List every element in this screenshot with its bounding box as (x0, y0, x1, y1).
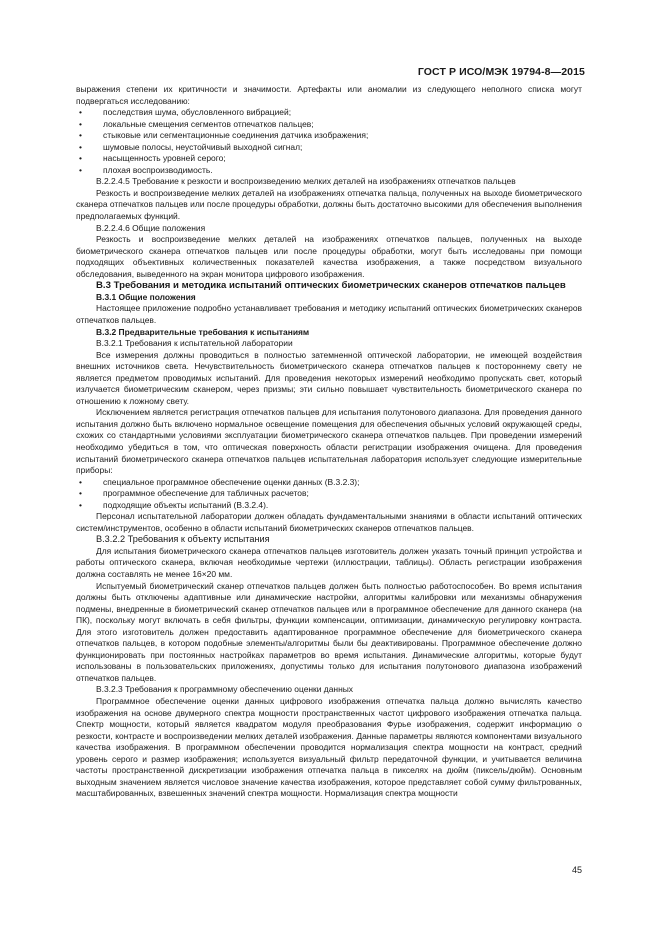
section-heading: В.3.2.2 Требования к объекту испытания (96, 534, 270, 545)
section-heading: В.3.2.1 Требования к испытательной лаборатории (96, 338, 293, 349)
paragraph: Испытуемый биометрический сканер отпечатков пальцев должен быть полностью работоспособен. Во время испытания должны быть отключены адаптивные или динамические настройки, алгоритмы калибровки или механизмы обнаружения подмены, внедренные в биометрический сканер отпечатков пальцев или в программное обеспечение для данного сканера (на ПК), поскольку могут включать в себя фильтры, функции компенсации, оптимизации, динамическую регулировку контраста. Для этого изготовитель должен предоставить адаптированное программное обеспечение для биометрического сканера отпечатков пальцев, в котором подобные элементы/алгоритмы были бы деактивированы. Программное обеспечение должно функционировать при постоянных настройках параметров во время испытания. Динамические алгоритмы, которые будут использованы в пользовательских приложениях, допустимы только для испытания полутонового диапазона изображений отпечатков пальцев. (76, 580, 582, 683)
paragraph: Программное обеспечение оценки данных цифрового изображения отпечатка пальца должно вычислять качество изображения на основе двумерного спектра мощности пространственных частот цифрового изображения отпечатка пальца. Спектр мощности, который является квадратом модуля преобразования Фурье изображения, содержит информацию о резкости, контрасте и воспроизведении мелких деталей изображения. Данные параметры являются компонентами визуального качества изображения. В программном обеспечении проводится нормализация спектра мощности на контраст, средний уровень серого и размер изображения; используется визуальный фильтр передаточной функции, и учитывается величина частоты пространственной дискретизации изображения отпечатка пальца в пикселях на дюйм (пиксель/дюйм). Основным выходным значением является числовое значение качества изображения, которое представляет собой сумму фильтрованных, масштабированных, взвешенных значений спектра мощности. Нормализация спектра мощности (76, 696, 582, 799)
intro-paragraph: выражения степени их критичности и значимости. Артефакты или аномалии из следующего неполного списка могут подвергаться исследованию: (76, 84, 582, 106)
list-item: • подходящие объекты испытаний (В.3.2.4). (79, 499, 269, 510)
bullet-icon: • (79, 107, 82, 118)
document-number-header: ГОСТ Р ИСО/МЭК 19794-8—2015 (417, 66, 585, 78)
list-item: • последствия шума, обусловленного вибрацией; (79, 107, 292, 118)
list-item: • плохая воспроизводимость. (79, 164, 213, 175)
section-heading: В.3.2 Предварительные требования к испытаниям (96, 326, 310, 337)
bullet-icon: • (79, 499, 82, 510)
page-number: 45 (571, 865, 582, 875)
section-heading: В.2.2.4.5 Требование к резкости и воспроизведению мелких деталей на изображениях отпечатков пальцев (96, 176, 516, 187)
list-item: • насыщенность уровней серого; (79, 153, 226, 164)
paragraph: Настоящее приложение подробно устанавливает требования и методику испытаний оптических биометрических сканеров отпечатков пальцев. (76, 303, 582, 325)
bullet-icon: • (79, 130, 82, 141)
bullet-icon: • (79, 141, 82, 152)
instrument-list (76, 477, 582, 512)
list-item: • специальное программное обеспечение оценки данных (В.3.2.3); (79, 476, 360, 487)
list-item: • программное обеспечение для табличных расчетов; (79, 488, 309, 499)
bullet-icon: • (79, 488, 82, 499)
bullet-icon: • (79, 476, 82, 487)
section-title-b3: В.3 Требования и методика испытаний оптических биометрических сканеров отпечатков пальцев (96, 280, 566, 292)
paragraph: Для испытания биометрического сканера отпечатков пальцев изготовитель должен указать точный принцип устройства и работы оптического сканера, включая необходимые чертежи (иллюстрации, таблицы). Область регистрации изображения должна составлять не менее 16×20 мм. (76, 545, 582, 580)
section-heading: В.2.2.4.6 Общие положения (96, 222, 206, 233)
paragraph: Все измерения должны проводиться в полностью затемненной оптической лаборатории, не имеющей воздействия внешних источников света. Нечувствительность биометрического сканера отпечатков пальцев к постороннему свету не является предметом проводимых испытаний. Для проведения некоторых измерений необходимо пропускать свет, который излучается биометрическим сканером, через призмы; эти сильно повышает чувствительность биометрического сканера по отношению к ложному свету. (76, 349, 582, 406)
list-item: • локальные смещения сегментов отпечатков пальцев; (79, 118, 314, 129)
paragraph: Исключением является регистрация отпечатков пальцев для испытания полутонового диапазона. Для проведения данного испытания должно быть включено нормальное освещение помещения для обеспечения обычных условий окружающей среды, схожих со стандартными условиями эксплуатации биометрического сканера отпечатков пальцев. При проведении измерений необходимо убедиться в том, что оптическая поверхность области регистрации изображения очищена. Для проведения испытаний биометрического сканера отпечатков пальцев испытательная лаборатория использует следующие измерительные приборы: (76, 407, 582, 476)
list-item: • шумовые полосы, неустойчивый выходной сигнал; (79, 141, 303, 152)
bullet-icon: • (79, 153, 82, 164)
paragraph: Резкость и воспроизведение мелких деталей на изображениях отпечатка пальца, полученных на выходе биометрического сканера отпечатков пальцев или после процедуры обработки, должны быть достаточно высокими для обеспечения выполнения предполагаемых функций. (76, 187, 582, 222)
section-heading: В.3.2.3 Требования к программному обеспечению оценки данных (96, 684, 354, 695)
page-body (76, 84, 582, 800)
artifact-list (76, 107, 582, 176)
list-item: • стыковые или сегментационные соединения датчика изображения; (79, 130, 369, 141)
paragraph: Резкость и воспроизведение мелких деталей на изображениях отпечатков пальцев, полученных на выходе биометрического сканера отпечатков пальцев или после процедуры обработки, могут быть исследованы при помощи подходящих объективных количественных показателей качества изображения, а также посредством визуального обследования, выведенного на экран монитора цифрового изображения. (76, 234, 582, 279)
bullet-icon: • (79, 164, 82, 175)
bullet-icon: • (79, 118, 82, 129)
section-heading: В.3.1 Общие положения (96, 291, 196, 302)
paragraph: Персонал испытательной лаборатории должен обладать фундаментальными знаниями в области испытаний оптических систем/инструментов, особенно в области испытаний биометрических сканеров отпечатков пальцев. (76, 511, 582, 533)
